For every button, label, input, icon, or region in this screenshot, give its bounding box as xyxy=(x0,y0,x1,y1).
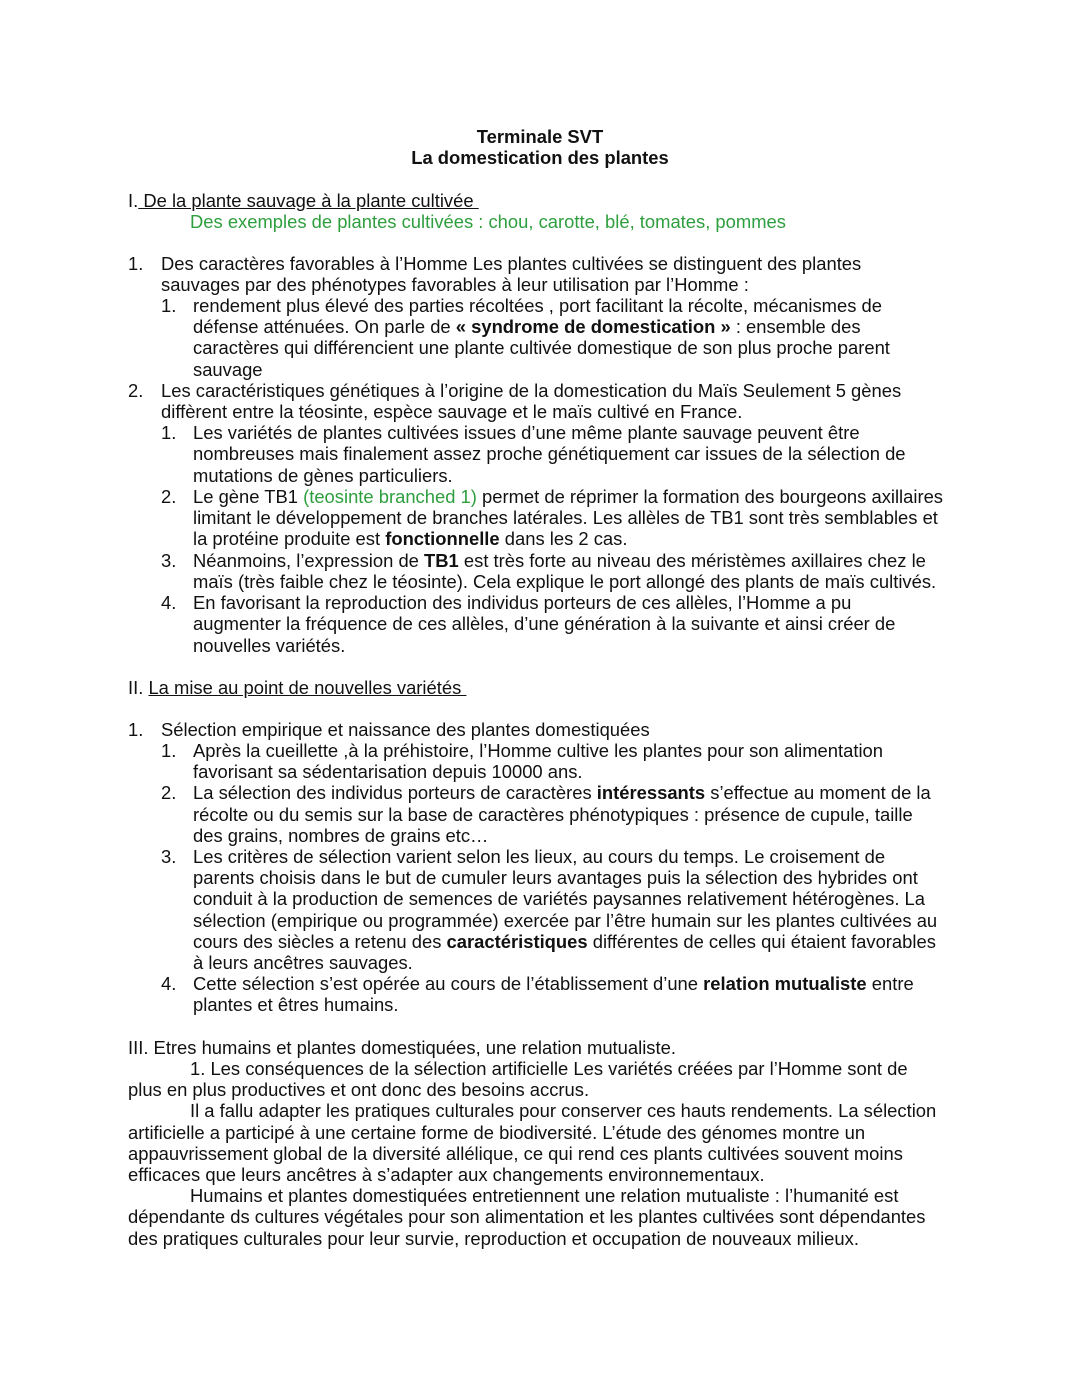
document-subtitle: La domestication des plantes xyxy=(411,147,669,168)
s2-item1-sub1-line2: favorisant sa sédentarisation depuis 10000 ans. xyxy=(193,761,583,782)
s1-item1-sub1-line4: sauvage xyxy=(193,359,263,380)
s1-item2-sub4-marker: 4. xyxy=(161,592,177,613)
s3-line2: plus en plus productives et ont donc des besoins accrus. xyxy=(128,1079,590,1100)
s2-item1-sub3-line6: à leurs ancêtres sauvages. xyxy=(193,952,413,973)
s1-item2-sub1-marker: 1. xyxy=(161,422,177,443)
s1-item2-sub2-line3-start: la protéine produite est xyxy=(193,528,386,549)
s1-item1-marker: 1. xyxy=(128,253,144,274)
s2-item1-sub3-line2: parents choisis dans le but de cumuler leurs avantages puis la sélection des hybrides ont xyxy=(193,867,918,888)
section-1-examples: Des exemples de plantes cultivées : chou, carotte, blé, tomates, pommes xyxy=(190,211,786,232)
s1-item2-line1: Les caractéristiques génétiques à l’origine de la domestication du Maïs Seulement 5 gènes xyxy=(161,380,902,401)
s1-item1-sub1-line1: rendement plus élevé des parties récoltées , port facilitant la récolte, mécanismes de xyxy=(193,295,882,316)
s3-line3: Il a fallu adapter les pratiques culturales pour conserver ces hauts rendements. La sélection xyxy=(190,1100,937,1121)
s1-item2-sub4-line1: En favorisant la reproduction des individus porteurs de ces allèles, l’Homme a pu xyxy=(193,592,852,613)
s1-item2-sub4-line2: augmenter la fréquence de ces allèles, d’une génération à la suivante et ainsi créer de xyxy=(193,613,896,634)
s1-item2-sub2-line1-start: Le gène TB1 xyxy=(193,486,304,507)
s1-item2-sub3-line2: maïs (très faible chez le téosinte). Cela explique le port allongé des plants de maïs cultivés. xyxy=(193,571,937,592)
s1-item2-sub1-line1: Les variétés de plantes cultivées issues d’une même plante sauvage peuvent être xyxy=(193,422,860,443)
document-title: Terminale SVT xyxy=(476,126,604,147)
s1-item1-line1: Des caractères favorables à l’Homme Les plantes cultivées se distinguent des plantes xyxy=(161,253,862,274)
s2-item1-line1: Sélection empirique et naissance des plantes domestiquées xyxy=(161,719,650,740)
s2-item1-sub2-line1-start: La sélection des individus porteurs de caractères xyxy=(193,782,597,803)
s1-item2-sub3-line1 xyxy=(193,550,926,571)
s3-line4: artificielle a participé à une certaine forme de biodiversité. L’étude des génomes montre un xyxy=(128,1122,866,1143)
s2-item1-sub3-line5 xyxy=(193,931,936,952)
tb1-term: TB1 xyxy=(424,550,459,571)
s1-item2-sub3-marker: 3. xyxy=(161,550,177,571)
section-1-heading xyxy=(128,190,479,211)
s1-item1-sub1-marker: 1. xyxy=(161,295,177,316)
section-2-heading-text: La mise au point de nouvelles variétés xyxy=(148,677,467,698)
s2-item1-sub2-line3: des grains, nombres de grains etc… xyxy=(193,825,489,846)
s2-item1-sub4-line1 xyxy=(193,973,914,994)
s1-item2-sub4-line3: nouvelles variétés. xyxy=(193,635,346,656)
s1-item2-sub2-line3 xyxy=(193,528,627,549)
s1-item2-sub3-line1-end: est très forte au niveau des méristèmes axillaires chez le xyxy=(458,550,926,571)
s1-item1-sub1-line3: caractères qui différencient une plante cultivée domestique de son plus proche parent xyxy=(193,337,890,358)
section-3-heading: III. Etres humains et plantes domestiquées, une relation mutualiste. xyxy=(128,1037,676,1058)
s1-item2-sub2-line1 xyxy=(193,486,943,507)
s2-item1-sub3-line5-end: différentes de celles qui étaient favorables xyxy=(587,931,936,952)
teosinte-branched-note: (teosinte branched 1) xyxy=(303,486,477,507)
s2-item1-sub2-line2: récolte ou du semis sur la base de caractères phénotypiques : présence de cupule, taille xyxy=(193,804,913,825)
s2-item1-sub2-line1-end: s’effectue au moment de la xyxy=(705,782,931,803)
s1-item1-sub1-line2 xyxy=(193,316,861,337)
s2-item1-sub3-line1: Les critères de sélection varient selon les lieux, au cours du temps. Le croisement de xyxy=(193,846,886,867)
s1-item2-sub2-line1-end: permet de réprimer la formation des bourgeons axillaires xyxy=(476,486,944,507)
interessants-term: intéressants xyxy=(596,782,706,803)
s3-line9: des pratiques culturales pour leur survie, reproduction et occupation de nouveaux milieux. xyxy=(128,1228,859,1249)
s3-line1: 1. Les conséquences de la sélection artificielle Les variétés créées par l’Homme sont de xyxy=(190,1058,908,1079)
s2-item1-sub3-line3: conduit à la production de semences de variétés paysannes relativement hétérogènes. La xyxy=(193,888,925,909)
s3-line7: Humains et plantes domestiquées entretiennent une relation mutualiste : l’humanité est xyxy=(190,1185,899,1206)
relation-mutualiste-term: relation mutualiste xyxy=(703,973,867,994)
s1-item1-sub1-line2-end: : ensemble des xyxy=(730,316,861,337)
s1-item2-sub1-line3: mutations de gènes particuliers. xyxy=(193,465,453,486)
section-2-number: II. xyxy=(128,677,149,698)
fonctionnelle-term: fonctionnelle xyxy=(385,528,500,549)
s2-item1-sub3-line5-start: cours des siècles a retenu des xyxy=(193,931,447,952)
s2-item1-sub2-line1 xyxy=(193,782,931,803)
s1-item2-sub3-line1-start: Néanmoins, l’expression de xyxy=(193,550,425,571)
s1-item2-line2: diffèrent entre la téosinte, espèce sauvage et le maïs cultivé en France. xyxy=(161,401,743,422)
section-1-heading-text: De la plante sauvage à la plante cultivée xyxy=(138,190,479,211)
s3-line5: appauvrissement global de la diversité allélique, ce qui rend ces plants cultivées souvent moins xyxy=(128,1143,903,1164)
s2-item1-sub4-marker: 4. xyxy=(161,973,177,994)
s3-line8: dépendante ds cultures végétales pour son alimentation et les plantes cultivées sont dépendantes xyxy=(128,1206,926,1227)
s3-line6: efficaces que leurs ancêtres à s’adapter aux changements environnementaux. xyxy=(128,1164,765,1185)
s2-item1-sub3-line4: sélection (empirique ou programmée) exercée par l’être humain sur les plantes cultivées au xyxy=(193,910,938,931)
s2-item1-sub4-line1-start: Cette sélection s’est opérée au cours de l’établissement d’une xyxy=(193,973,704,994)
s2-item1-sub2-marker: 2. xyxy=(161,782,177,803)
s1-item2-sub2-marker: 2. xyxy=(161,486,177,507)
section-2-heading xyxy=(128,677,466,698)
s1-item1-sub1-line2-start: défense atténuées. On parle de xyxy=(193,316,456,337)
s1-item2-sub1-line2: nombreuses mais finalement assez proche génétiquement car issues de la sélection de xyxy=(193,443,906,464)
caracteristiques-term: caractéristiques xyxy=(446,931,588,952)
s2-item1-sub4-line1-end: entre xyxy=(866,973,914,994)
s2-item1-marker: 1. xyxy=(128,719,144,740)
section-1-number: I. xyxy=(128,190,139,211)
s1-item1-line2: sauvages par des phénotypes favorables à leur utilisation par l’Homme : xyxy=(161,274,749,295)
s1-item2-sub2-line3-end: dans les 2 cas. xyxy=(499,528,628,549)
s2-item1-sub1-line1: Après la cueillette ,à la préhistoire, l’Homme cultive les plantes pour son alimentation xyxy=(193,740,883,761)
s2-item1-sub4-line2: plantes et êtres humains. xyxy=(193,994,399,1015)
s2-item1-sub3-marker: 3. xyxy=(161,846,177,867)
s1-item2-marker: 2. xyxy=(128,380,144,401)
syndrome-de-domestication-term: « syndrome de domestication » xyxy=(455,316,731,337)
s1-item2-sub2-line2: limitant le développement de branches latérales. Les allèles de TB1 sont très semblables et xyxy=(193,507,938,528)
s2-item1-sub1-marker: 1. xyxy=(161,740,177,761)
